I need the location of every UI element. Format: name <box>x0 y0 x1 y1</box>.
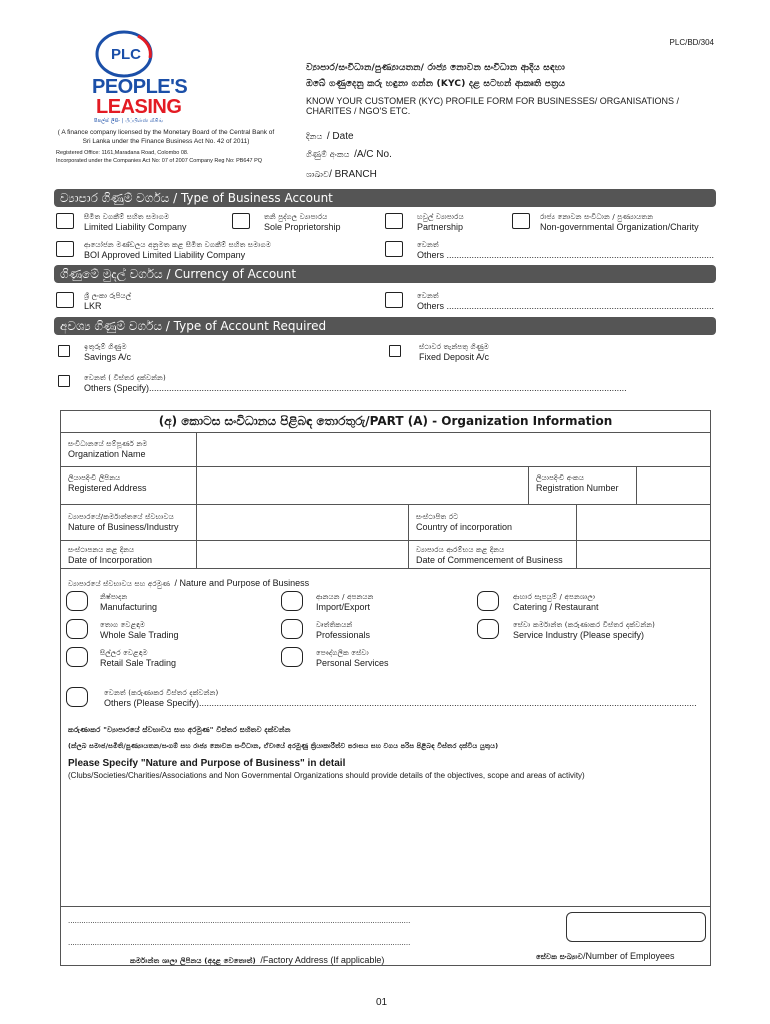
label-professionals: වෘත්තිකයන් Professionals <box>316 621 371 640</box>
checkbox-catering[interactable] <box>477 591 499 611</box>
date-of-commencement-field[interactable] <box>577 541 710 567</box>
detail-english-note: (Clubs/Societies/Charities/Associations and Non Governmental Organizations should provide details of the objectives, scope and areas of activity) <box>68 771 585 780</box>
checkbox-lkr[interactable] <box>56 292 74 308</box>
logo-text-peoples: PEOPLE'S <box>92 76 188 98</box>
label-boi-approved: ආයෝජන මණ්ඩලය අනුමත කළ සීමිත වගකීම් සහිත සමාගම BOI Approved Limited Liability Company <box>84 241 272 260</box>
label-savings: ඉතුරුම් ගිණුම Savings A/c <box>84 343 132 362</box>
section-business-account-type: ව්‍යාපාර ගිණුම් වර්ගය / Type of Business Account <box>54 189 716 207</box>
detail-textarea[interactable] <box>62 784 709 904</box>
employees-field[interactable] <box>566 912 706 942</box>
label-sole-proprietorship: තනි පුද්ගල ව්‍යාපාරය Sole Proprietorship <box>264 213 341 232</box>
section-currency: ගිණුමේ මුදල් වර්ගය / Currency of Account <box>54 265 716 283</box>
detail-sinhala-1: කරුණාකර "ව්‍යාපාරයේ ස්වභාවය සහ අරමුණ" විස්තර සහිතව දක්වන්න <box>68 726 291 734</box>
organization-name-field[interactable] <box>197 433 710 465</box>
detail-sinhala-2: (ක්ලබ සමාජ/සමිති/පුණ්‍යායතන/සංගම් සහ රාජ්‍ය නොවන සංවිධාන, ඒවායේ අරමුණු ක්‍රියාකාරීත්ව පරාසය සහ වගය පරිස පිළිබඳ විස්තර දක්විය යුතුය) <box>68 742 499 750</box>
label-service-industry: සේවා කර්මාන්ත (කරුණාකර විස්තර දක්වන්න) Service Industry (Please specify) <box>513 621 656 640</box>
checkbox-nature-others[interactable] <box>66 687 88 707</box>
label-account-others: වෙනත් ( විස්තර දක්වන්න) Others (Specify)............................................................................................................................................................................................... <box>84 374 627 393</box>
checkbox-partnership[interactable] <box>385 213 403 229</box>
svg-text:PLC: PLC <box>111 46 141 63</box>
checkbox-personal-services[interactable] <box>281 647 303 667</box>
title-sinhala-2: ඔබේ ගණුදෙනු කරු හඳුනා ගන්න (KYC) දළ සටහන් ආකෘති පත්‍රය <box>306 79 566 89</box>
factory-address-line-1[interactable]: .......................................................................................................................................................... <box>68 916 411 925</box>
logo-text-leasing: LEASING <box>96 96 182 118</box>
title-sinhala-1: ව්‍යාපාර/සංවිධාන/පුණ්‍යායතන/ රාජ්‍ය නොවන සංවිධාන ආදිය සඳහා <box>306 63 565 73</box>
label-import-export: ආනයන / අපනයන Import/Export <box>316 593 374 612</box>
checkbox-ngo-charity[interactable] <box>512 213 530 229</box>
logo-tagline: පීපල්ස් ලීසිං | பீப்பிள்ஸ் லீசிங் <box>94 118 164 124</box>
label-date-of-incorporation: සංස්ථාපනය කළ දිනය Date of Incorporation <box>68 546 153 565</box>
page-number: 01 <box>376 997 388 1008</box>
label-retail: සිල්ලර වෙළඳාම Retail Sale Trading <box>100 649 177 668</box>
label-registration-number: ලියාපදිංචි අංකය Registration Number <box>536 474 619 493</box>
label-catering: ආහාර සැපයුම් / අපනශාලා Catering / Restaurant <box>513 593 599 612</box>
checkbox-boi-approved[interactable] <box>56 241 74 257</box>
checkbox-sole-proprietorship[interactable] <box>232 213 250 229</box>
checkbox-manufacturing[interactable] <box>66 591 88 611</box>
form-code: PLC/BD/304 <box>669 38 714 47</box>
label-country-of-incorporation: සංස්ථාපිත රට Country of incorporation <box>416 513 513 532</box>
label-lkr: ශ්‍රී ලංකා රුපියල් LKR <box>84 292 132 311</box>
label-personal-services: පෞද්ගලික සේවා Personal Services <box>316 649 389 668</box>
country-of-incorporation-field[interactable] <box>577 505 710 539</box>
label-nature-of-business: ව්‍යාපාරයේ/කර්මාන්තයේ ස්වභාවය Nature of Business/Industry <box>68 513 179 532</box>
registered-office: Registered Office: 1161,Maradana Road, Colombo 08. <box>56 150 189 156</box>
checkbox-business-others[interactable] <box>385 241 403 257</box>
part-a-heading: (අ) කොටස සංවිධානය පිළිබඳ තොරතුරු/PART (A) - Organization Information <box>158 414 613 428</box>
title-english: KNOW YOUR CUSTOMER (KYC) PROFILE FORM FOR BUSINESSES/ ORGANISATIONS / CHARITES / NGO'S ETC. <box>306 96 680 116</box>
label-fixed-deposit: ස්ථාවර තැන්පතු ගිණුම Fixed Deposit A/c <box>419 343 490 362</box>
company-note: ( A finance company licensed by the Monetary Board of the Central Bank of Sri Lanka under the Finance Business Act No. 42 of 2011) <box>57 129 275 145</box>
checkbox-account-others[interactable] <box>58 375 70 387</box>
factory-address-line-2[interactable]: .......................................................................................................................................................... <box>68 938 411 947</box>
checkbox-savings[interactable] <box>58 345 70 357</box>
date-of-incorporation-field[interactable] <box>197 541 408 567</box>
label-factory-address: කර්මාන්ත ශාලා ලිපිනය (අදාළ වෙතොත්) /Factory Address (If applicable) <box>130 955 385 965</box>
registered-address-field[interactable] <box>197 467 528 503</box>
incorporated-note: Incorporated under the Companies Act No: 07 of 2007 Company Reg No: PB647 PQ <box>56 158 263 164</box>
label-manufacturing: නිෂ්පාදන Manufacturing <box>100 593 158 612</box>
label-wholesale: තොග වෙළඳාම Whole Sale Trading <box>100 621 179 640</box>
date-label: දිනය / Date <box>306 131 354 142</box>
label-number-of-employees: සේවක සංඛ්‍යාව/Number of Employees <box>536 951 675 961</box>
label-nature-others: වෙනත් (කරුණාකර විස්තර දක්වන්න) Others (Please Specify)....................................................................................................................................................................................................... <box>104 689 697 708</box>
checkbox-import-export[interactable] <box>281 591 303 611</box>
branch-label: ශාඛාව/ BRANCH <box>306 169 377 180</box>
checkbox-currency-others[interactable] <box>385 292 403 308</box>
checkbox-wholesale[interactable] <box>66 619 88 639</box>
label-registered-address: ලියාපදිංචි ලිපිනය Registered Address <box>68 474 147 493</box>
label-partnership: හවුල් ව්‍යාපාරය Partnership <box>417 213 464 232</box>
label-business-others: වෙනත් Others ........................................................................................................... <box>417 241 715 260</box>
checkbox-retail[interactable] <box>66 647 88 667</box>
label-limited-liability: සීමිත වගකීම් සහිත සමාගම Limited Liability Company <box>84 213 187 232</box>
label-organization-name: සංවිධානයේ සම්පූර්ණ නම Organization Name <box>68 440 148 459</box>
nature-of-business-field[interactable] <box>197 505 408 539</box>
account-number-label: ගිණුම් අංකය /A/C No. <box>306 149 392 160</box>
checkbox-limited-liability[interactable] <box>56 213 74 229</box>
label-ngo-charity: රාජ්‍ය නොවන සංවිධාන / පුණ්‍යායතන Non-governmental Organization/Charity <box>540 213 699 232</box>
detail-english-bold: Please Specify "Nature and Purpose of Business" in detail <box>68 758 346 769</box>
label-currency-others: වෙනත් Others ........................................................................................................... <box>417 292 715 311</box>
section-account-type: අවශ්‍ය ගිණුම් වර්ගය / Type of Account Required <box>54 317 716 335</box>
checkbox-professionals[interactable] <box>281 619 303 639</box>
checkbox-service-industry[interactable] <box>477 619 499 639</box>
registration-number-field[interactable] <box>637 467 710 503</box>
label-date-of-commencement: ව්‍යාපාරය ආරම්භය කළ දිනය Date of Commencement of Business <box>416 546 563 565</box>
checkbox-fixed-deposit[interactable] <box>389 345 401 357</box>
label-nature-and-purpose: ව්‍යාපාරයේ ස්වභාවය සහ අරමුණ / Nature and Purpose of Business <box>68 578 310 588</box>
